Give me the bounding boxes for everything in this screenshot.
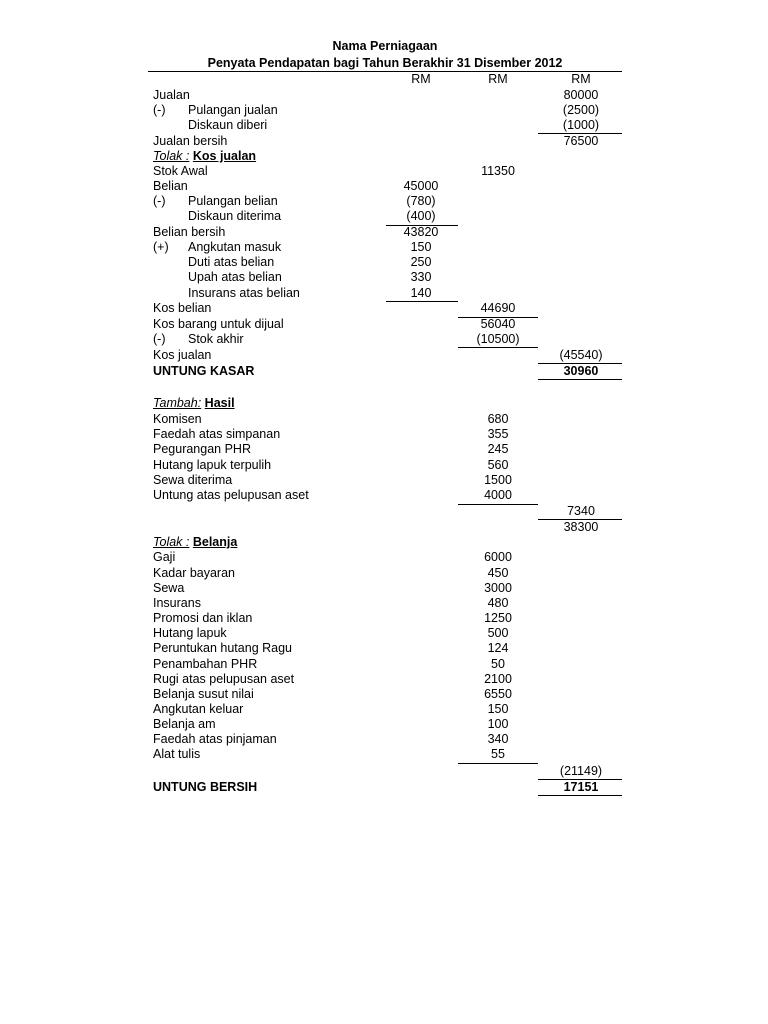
row-amount: 4000	[484, 488, 512, 502]
net-profit-amount: 17151	[563, 780, 599, 794]
row-label: Jualan	[153, 88, 190, 102]
row-label: Komisen	[153, 412, 202, 426]
row-amount: 150	[487, 702, 509, 716]
row-label: Alat tulis	[153, 747, 201, 761]
statement-row	[0, 596, 768, 611]
row-amount: (2500)	[562, 103, 600, 117]
currency-col-2: RM	[488, 72, 508, 86]
row-label: Sewa diterima	[153, 473, 233, 487]
currency-header-row	[0, 72, 768, 87]
heading-title: Kos jualan	[192, 149, 257, 163]
business-name: Nama Perniagaan	[332, 39, 438, 53]
row-amount: 45000	[403, 179, 439, 193]
row-amount: 43820	[403, 225, 439, 239]
currency-col-1: RM	[411, 72, 431, 86]
row-label: Kos belian	[153, 301, 212, 315]
row-label: Insurans atas belian	[188, 286, 300, 300]
statement-row	[0, 550, 768, 565]
row-amount: 1500	[484, 473, 512, 487]
currency-col-3: RM	[571, 72, 591, 86]
row-label: Jualan bersih	[153, 134, 228, 148]
gross-profit-row	[0, 364, 768, 379]
row-label: Hutang lapuk terpulih	[153, 458, 272, 472]
row-label: Belian bersih	[153, 225, 226, 239]
statement-row	[0, 255, 768, 270]
expense-total: (21149)	[559, 764, 603, 778]
subtotal-row	[0, 520, 768, 535]
row-amount: (400)	[406, 209, 436, 223]
row-amount: (45540)	[559, 348, 603, 362]
row-amount: 355	[487, 427, 509, 441]
row-label: Gaji	[153, 550, 176, 564]
total-underline	[538, 379, 622, 380]
row-label: Stok Awal	[153, 164, 208, 178]
row-amount: 44690	[480, 301, 516, 315]
row-amount: 340	[487, 732, 509, 746]
row-label: Belian	[153, 179, 188, 193]
statement-row	[0, 566, 768, 581]
statement-row	[0, 641, 768, 656]
statement-row	[0, 332, 768, 347]
row-label: Untung atas pelupusan aset	[153, 488, 309, 502]
row-label: Belanja am	[153, 717, 216, 731]
row-label: Hutang lapuk	[153, 626, 227, 640]
row-amount: (10500)	[476, 332, 520, 346]
net-profit-label: UNTUNG BERSIH	[153, 780, 258, 794]
statement-row	[0, 473, 768, 488]
total-underline	[538, 795, 622, 796]
row-amount: 124	[487, 641, 509, 655]
row-amount: 6000	[484, 550, 512, 564]
row-amount: 150	[410, 240, 432, 254]
statement-row	[0, 657, 768, 672]
statement-row	[0, 488, 768, 503]
row-label: Kos barang untuk dijual	[153, 317, 284, 331]
row-label: Kadar bayaran	[153, 566, 236, 580]
statement-row	[0, 164, 768, 179]
statement-row	[0, 732, 768, 747]
row-label: Duti atas belian	[188, 255, 275, 269]
minus-sign: (-)	[153, 332, 166, 346]
statement-row	[0, 458, 768, 473]
row-label: Insurans	[153, 596, 201, 610]
statement-row	[0, 581, 768, 596]
gross-profit-label: UNTUNG KASAR	[153, 364, 255, 378]
row-amount: 11350	[481, 164, 515, 178]
statement-row	[0, 702, 768, 717]
heading-prefix: Tolak :	[153, 149, 190, 163]
cost-heading	[0, 149, 768, 164]
net-profit-row	[0, 780, 768, 795]
row-amount: 56040	[480, 317, 516, 331]
row-label: Upah atas belian	[188, 270, 282, 284]
statement-row	[0, 442, 768, 457]
row-label: Diskaun diberi	[188, 118, 268, 132]
row-label: Penambahan PHR	[153, 657, 258, 671]
statement-row	[0, 317, 768, 332]
income-total-row	[0, 504, 768, 519]
subtotal-amount: 38300	[563, 520, 599, 534]
row-amount: 50	[491, 657, 505, 671]
statement-row	[0, 134, 768, 149]
gross-profit-amount: 30960	[563, 364, 599, 378]
row-label: Angkutan keluar	[153, 702, 244, 716]
statement-row	[0, 626, 768, 641]
row-label: Sewa	[153, 581, 185, 595]
row-label: Belanja susut nilai	[153, 687, 254, 701]
row-amount: 76500	[563, 134, 599, 148]
statement-row	[0, 301, 768, 316]
statement-row	[0, 88, 768, 103]
statement-row	[0, 225, 768, 240]
statement-row	[0, 270, 768, 285]
statement-row	[0, 209, 768, 224]
statement-row	[0, 179, 768, 194]
row-label: Faedah atas simpanan	[153, 427, 281, 441]
row-amount: 500	[487, 626, 509, 640]
row-label: Pulangan belian	[188, 194, 278, 208]
statement-row	[0, 118, 768, 133]
minus-sign: (-)	[153, 194, 166, 208]
row-label: Pegurangan PHR	[153, 442, 251, 456]
row-label: Kos jualan	[153, 348, 212, 362]
heading-title: Hasil	[204, 396, 235, 410]
row-amount: 560	[487, 458, 509, 472]
income-total: 7340	[567, 504, 595, 518]
row-label: Rugi atas pelupusan aset	[153, 672, 295, 686]
heading-prefix: Tambah:	[153, 396, 202, 410]
statement-row	[0, 427, 768, 442]
statement-row	[0, 286, 768, 301]
statement-row	[0, 240, 768, 255]
expense-heading	[0, 535, 768, 550]
row-label: Promosi dan iklan	[153, 611, 253, 625]
statement-row	[0, 687, 768, 702]
row-label: Diskaun diterima	[188, 209, 282, 223]
row-amount: 330	[410, 270, 432, 284]
row-label: Peruntukan hutang Ragu	[153, 641, 292, 655]
row-amount: 100	[487, 717, 509, 731]
row-amount: 245	[487, 442, 509, 456]
statement-row	[0, 672, 768, 687]
row-amount: 480	[487, 596, 509, 610]
row-amount: 55	[491, 747, 505, 761]
row-label: Angkutan masuk	[188, 240, 282, 254]
statement-row	[0, 348, 768, 363]
heading-title: Belanja	[192, 535, 238, 549]
statement-title: Penyata Pendapatan bagi Tahun Berakhir 31 Disember 2012	[207, 56, 563, 70]
row-amount: (780)	[406, 194, 436, 208]
statement-row	[0, 717, 768, 732]
row-amount: 3000	[484, 581, 512, 595]
plus-sign: (+)	[153, 240, 169, 254]
income-heading	[0, 396, 768, 411]
statement-row	[0, 611, 768, 626]
row-amount: 680	[487, 412, 509, 426]
row-amount: 80000	[563, 88, 599, 102]
row-amount: 2100	[484, 672, 512, 686]
row-amount: (1000)	[562, 118, 600, 132]
row-amount: 250	[410, 255, 432, 269]
row-amount: 450	[487, 566, 509, 580]
row-amount: 140	[410, 286, 432, 300]
row-label: Stok akhir	[188, 332, 244, 346]
row-amount: 1250	[484, 611, 512, 625]
row-amount: 6550	[484, 687, 512, 701]
statement-row	[0, 747, 768, 762]
row-label: Faedah atas pinjaman	[153, 732, 277, 746]
expense-total-row	[0, 764, 768, 779]
heading-prefix: Tolak :	[153, 535, 190, 549]
row-label: Pulangan jualan	[188, 103, 278, 117]
statement-row	[0, 103, 768, 118]
statement-row	[0, 412, 768, 427]
statement-row	[0, 194, 768, 209]
minus-sign: (-)	[153, 103, 166, 117]
